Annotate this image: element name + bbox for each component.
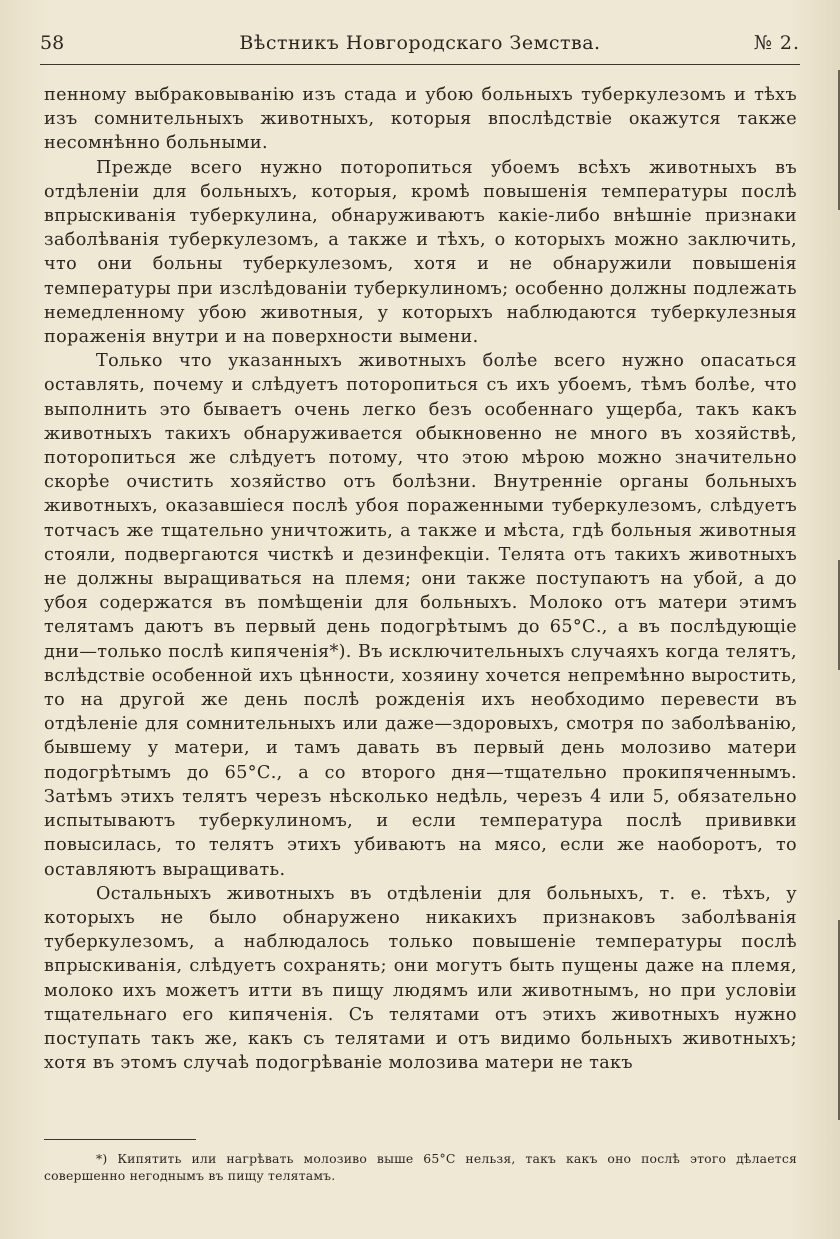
issue-number: № 2. — [753, 32, 800, 54]
running-header — [40, 30, 800, 65]
journal-title: Вѣстникъ Новгородскаго Земства. — [239, 32, 601, 54]
main-text — [44, 83, 797, 1075]
footnote-text: *) Кипятить или нагрѣвать молозиво выше 65°С нельзя, такъ какъ оно послѣ этого дѣлается совершенно негоднымъ въ пищу телятамъ. — [44, 1151, 797, 1183]
page-number: 58 — [40, 32, 65, 54]
paragraph: Прежде всего нужно поторопиться убоемъ всѣхъ животныхъ въ отдѣленіи для больныхъ, которыя, кромѣ повышенія температуры послѣ впрыскиванія туберкулина, обнаруживаютъ какіе-либо внѣшніе признаки заболѣванія туберкулезомъ, а также и тѣхъ, о которыхъ можно заключить, что они больны туберкулезомъ, хотя и не обнаружили повышенія температуры при изслѣдованіи туберкулиномъ; особенно должны подлежать немедленному убою животныя, у которыхъ наблюдаются туберкулезныя пораженія внутри и на поверхности вымени. — [44, 157, 797, 348]
paragraph: Остальныхъ животныхъ въ отдѣленіи для больныхъ, т. е. тѣхъ, у которыхъ не было обнаружено никакихъ признаковъ заболѣванія туберкулезомъ, а наблюдалось только повышеніе температуры послѣ впрыскиванія, слѣдуетъ сохранять; они могутъ быть пущены даже на племя, молоко ихъ можетъ итти въ пищу людямъ или животнымъ, но при условіи тщательнаго его кипяченія. Съ телятами отъ этихъ животныхъ нужно поступать такъ же, какъ съ телятами и отъ видимо больныхъ животныхъ; хотя въ этомъ случаѣ подогрѣваніе молозива матери не такъ — [44, 883, 797, 1074]
paragraph: Только что указанныхъ животныхъ болѣе всего нужно опасаться оставлять, почему и слѣдуетъ поторопиться съ ихъ убоемъ, тѣмъ болѣе, что выполнить это бываетъ очень легко безъ особеннаго ущерба, такъ какъ животныхъ такихъ обнаруживается обыкновенно не много въ хозяйствѣ, поторопиться же слѣдуетъ потому, что этою мѣрою можно значительно скорѣе очистить хозяйство отъ болѣзни. Внутренніе органы больныхъ животныхъ, оказавшіеся послѣ убоя пораженными туберкулезомъ, слѣдуетъ тотчасъ же тщательно уничтожить, а также и мѣста, гдѣ больныя животныя стояли, подвергаются чисткѣ и дезинфекціи. Телята отъ такихъ животныхъ не должны выращиваться на племя; они также поступаютъ на убой, а до убоя содержатся въ помѣщеніи для больныхъ. Молоко отъ матери этимъ телятамъ даютъ въ первый день подогрѣтымъ до 65°С., а въ послѣдующіе дни—только послѣ кипяченія*). Въ исключительныхъ случаяхъ когда телятъ, вслѣдствіе особенной ихъ цѣнности, хозяину хочется непремѣнно выростить, то на другой же день послѣ рожденія ихъ необходимо перевести въ отдѣленіе для сомнительныхъ или даже—здоровыхъ, смотря по заболѣванію, бывшему у матери, и тамъ давать въ первый день молозиво матери подогрѣтымъ до 65°С., а со второго дня—тщательно прокипяченнымъ. Затѣмъ этихъ телятъ черезъ нѣсколько недѣль, черезъ 4 или 5, обязательно испытываютъ туберкулиномъ, и если температура послѣ прививки повысилась, то телятъ этихъ убиваютъ на мясо, если же наоборотъ, то оставляютъ выращивать. — [44, 351, 797, 880]
paragraph: пенному выбраковыванію изъ стада и убою больныхъ туберкулезомъ и тѣхъ изъ сомнительныхъ животныхъ, которыя впослѣдствіе окажутся также несомнѣнно больными. — [44, 85, 797, 154]
footnote-divider — [44, 1139, 196, 1140]
footnote — [44, 1150, 797, 1184]
